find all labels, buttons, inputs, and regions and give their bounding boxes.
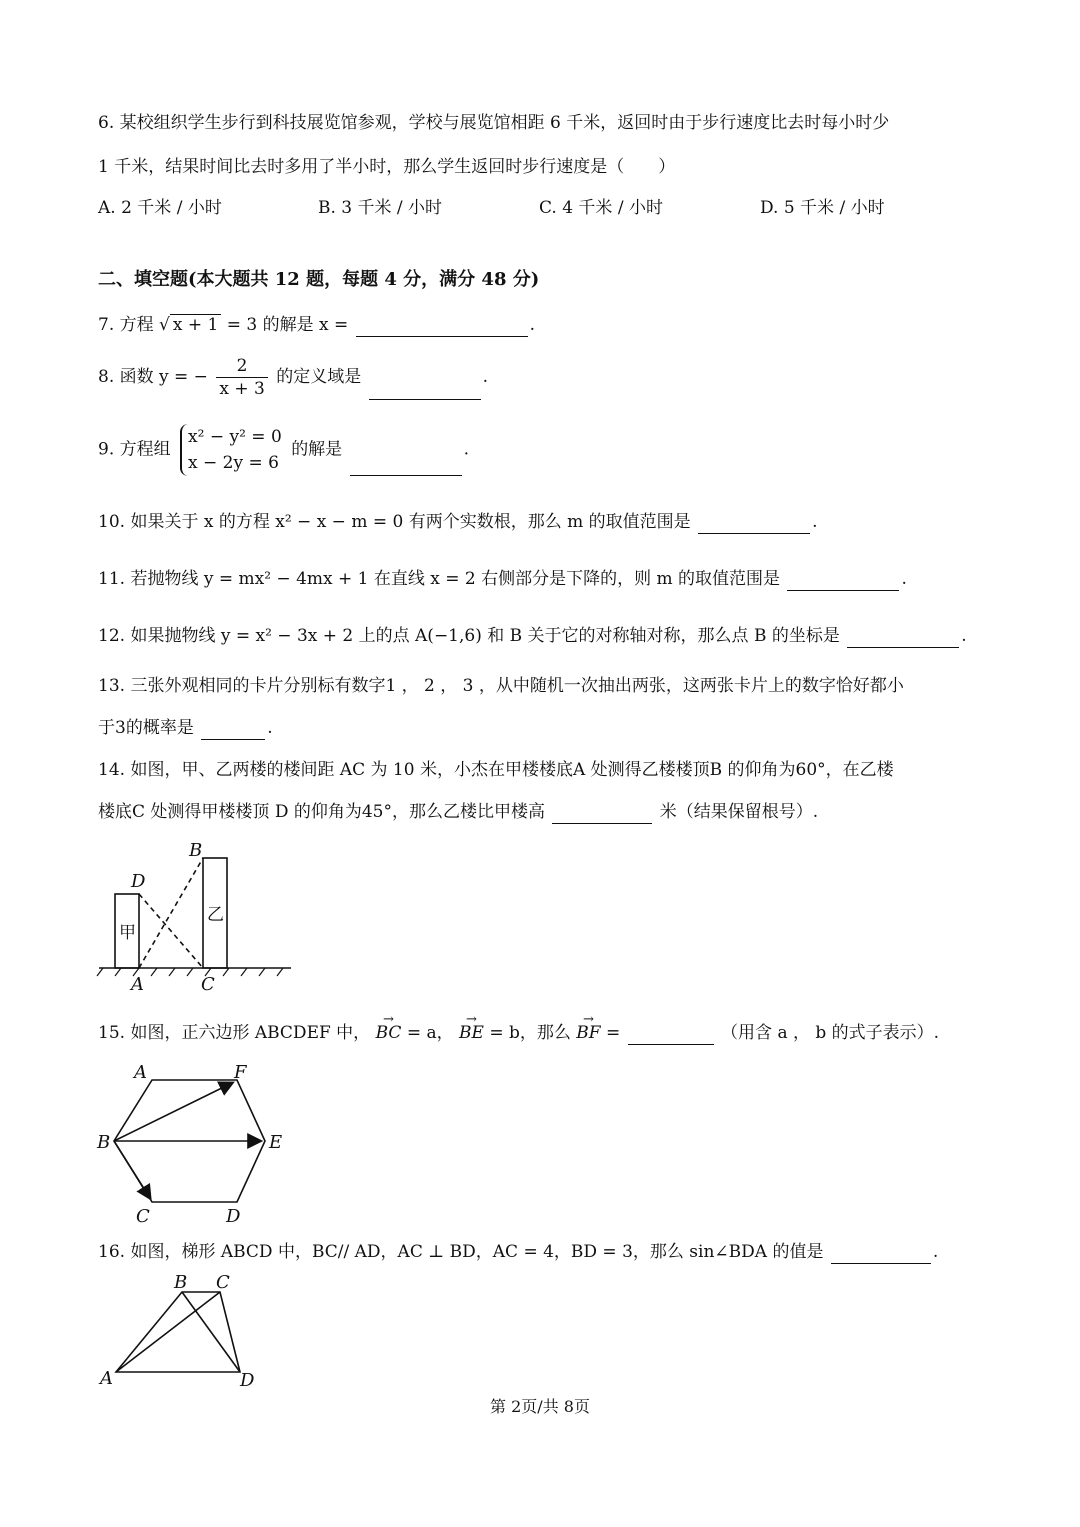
- hex-label-e: E: [269, 1132, 283, 1153]
- sightline-cd: [139, 894, 203, 968]
- q12-end: .: [961, 626, 967, 646]
- q15-vector-bc: → BC: [376, 1021, 402, 1045]
- q14-line1: 14. 如图，甲、乙两楼的楼间距 AC 为 10 米，小杰在甲楼楼底A 处测得乙楼楼顶B 的仰角为60°，在乙楼: [98, 760, 894, 780]
- q14-line2: [98, 800, 818, 824]
- q11: [98, 567, 907, 591]
- q16-figure: [96, 1268, 271, 1390]
- q10-answer-blank[interactable]: [698, 515, 810, 534]
- trap-label-d: D: [240, 1370, 255, 1390]
- q9-system: [180, 424, 282, 476]
- hex-label-c: C: [136, 1206, 150, 1227]
- q6-option-a: A. 2 千米 / 小时: [98, 198, 222, 218]
- q15-prefix: 15. 如图，正六边形 ABCDEF 中，: [98, 1023, 371, 1043]
- q8-denominator: x + 3: [219, 379, 265, 399]
- q6-option-c: C. 4 千米 / 小时: [539, 198, 663, 218]
- q11-text: 11. 若抛物线 y = mx² − 4mx + 1 在直线 x = 2 右侧部分是下降的，则 m 的取值范围是: [98, 569, 781, 589]
- q14-line2-suffix: 米（结果保留根号）.: [659, 802, 819, 822]
- q13-line2: [98, 716, 273, 740]
- q12-text: 12. 如果抛物线 y = x² − 3x + 2 上的点 A(−1,6) 和 B 关于它的对称轴对称，那么点 B 的坐标是: [98, 626, 840, 646]
- label-b: B: [189, 840, 203, 861]
- vector-bc-arrow: [114, 1141, 150, 1198]
- q7-prefix: 7. 方程: [98, 315, 154, 335]
- q7: 7. 方程 √ x + 1 = 3 的解是 x = .: [98, 315, 536, 335]
- q6-line2: 1 千米，结果时间比去时多用了半小时，那么学生返回时步行速度是（ ）: [98, 157, 676, 177]
- diagonal-ac: [116, 1292, 220, 1372]
- q13-end: .: [267, 718, 273, 738]
- q10-text: 10. 如果关于 x 的方程 x² − x − m = 0 有两个实数根，那么 m 的取值范围是: [98, 512, 691, 532]
- q7-end: .: [529, 315, 536, 335]
- q9-suffix: 的解是: [291, 439, 343, 460]
- q8-prefix: 8. 函数 y = −: [98, 367, 208, 387]
- label-d: D: [131, 871, 146, 892]
- q7-answer-blank[interactable]: [356, 318, 528, 337]
- q15-vector-be: → BE: [459, 1021, 484, 1045]
- q13-line1: 13. 三张外观相同的卡片分别标有数字1 ， 2 ， 3 ，从中随机一次抽出两张，这两张卡片上的数字恰好都小: [98, 676, 904, 696]
- q6-option-d: D. 5 千米 / 小时: [760, 198, 885, 218]
- q14-line2-prefix: 楼底C 处测得甲楼楼顶 D 的仰角为45°，那么乙楼比甲楼高: [98, 802, 545, 822]
- q9: [98, 424, 469, 476]
- q16-text: 16. 如图，梯形 ABCD 中，BC// AD，AC ⊥ BD，AC = 4，BD = 3，那么 sin∠BDA 的值是: [98, 1242, 824, 1262]
- q8-fraction: [216, 355, 267, 400]
- q7-radicand: x + 1: [170, 314, 221, 335]
- hex-label-f: F: [234, 1062, 247, 1083]
- diagonal-bd: [182, 1292, 240, 1372]
- q7-eq: = 3: [226, 315, 258, 335]
- hex-label-a: A: [134, 1062, 147, 1083]
- trapezoid: [116, 1292, 240, 1372]
- hex-label-b: B: [97, 1132, 111, 1153]
- label-yi: 乙: [207, 905, 224, 925]
- q15-vector-bf: → BF: [576, 1021, 600, 1045]
- trap-label-c: C: [216, 1272, 230, 1293]
- page-number: 第 2页/共 8页: [490, 1397, 590, 1416]
- q15-eq2: = b，那么: [489, 1023, 571, 1043]
- q9-answer-blank[interactable]: [350, 457, 462, 476]
- sightline-ab: [139, 858, 203, 968]
- q9-eq1: x² − y² = 0: [188, 427, 282, 447]
- trap-label-b: B: [174, 1272, 188, 1293]
- section-title: 二、填空题(本大题共 12 题，每题 4 分，满分 48 分): [98, 269, 540, 290]
- label-jia: 甲: [119, 923, 136, 943]
- q8-end: .: [482, 367, 489, 387]
- q16: [98, 1240, 938, 1264]
- q15-answer-blank[interactable]: [628, 1026, 714, 1045]
- q9-prefix: 9. 方程组: [98, 439, 171, 460]
- q9-end: .: [463, 439, 469, 460]
- label-c: C: [201, 974, 215, 995]
- q15-eq3: =: [605, 1023, 621, 1043]
- q6-option-b: B. 3 千米 / 小时: [318, 198, 443, 218]
- q8-answer-blank[interactable]: [369, 381, 481, 400]
- q12-answer-blank[interactable]: [847, 629, 959, 648]
- q14-figure: [95, 838, 300, 998]
- q8-numerator: 2: [216, 355, 267, 378]
- q15: [98, 1021, 939, 1045]
- q6-line1: 6. 某校组织学生步行到科技展览馆参观，学校与展览馆相距 6 千米，返回时由于步行速度比去时每小时少: [98, 113, 890, 133]
- q16-end: .: [932, 1242, 939, 1262]
- trap-label-a: A: [100, 1368, 113, 1389]
- q8-suffix: 的定义域是: [276, 367, 362, 387]
- q13-line2-prefix: 于3的概率是: [98, 718, 194, 738]
- q15-suffix: （用含 a ， b 的式子表示）.: [721, 1023, 940, 1043]
- q10: [98, 510, 817, 534]
- hex-label-d: D: [226, 1206, 241, 1227]
- q15-eq1: = a，: [406, 1023, 454, 1043]
- q12: [98, 624, 967, 648]
- q11-answer-blank[interactable]: [787, 572, 899, 591]
- q11-end: .: [901, 569, 907, 589]
- q13-answer-blank[interactable]: [201, 721, 265, 740]
- q14-answer-blank[interactable]: [552, 805, 652, 824]
- q15-figure: [92, 1058, 297, 1230]
- q9-eq2: x − 2y = 6: [188, 453, 279, 473]
- q16-answer-blank[interactable]: [831, 1245, 931, 1264]
- q8: [98, 355, 488, 400]
- q7-suffix: 的解是 x =: [262, 315, 349, 335]
- label-a: A: [131, 974, 144, 995]
- q10-end: .: [812, 512, 818, 532]
